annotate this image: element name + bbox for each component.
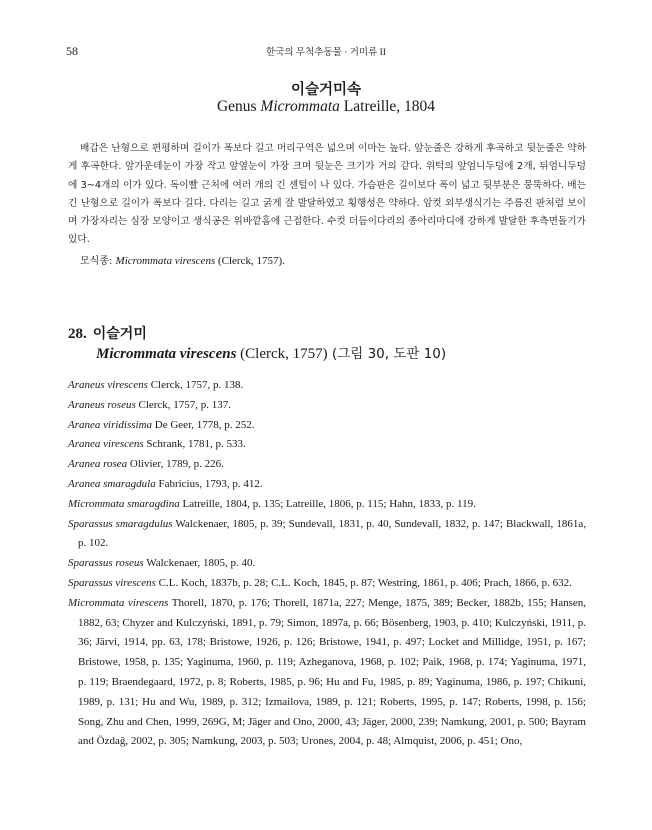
synonym-entry	[68, 554, 586, 574]
synonym-citation: Thorell, 1870, p. 176; Thorell, 1871a, 227; Menge, 1875, 389; Becker, 1882b, 155; Hansen, 1882, 63; Chyzer and Kulczyński, 1891, p. 79; Simon, 1897a, p. 66; Bösenberg, 1903, p. 410; Kulczyński, 1911, p. 36; Järvi, 1914, pp. 63, 178; Bristowe, 1926, p. 126; Bristowe, 1941, p. 497; Locket and Millidge, 1951, p. 167; Bristowe, 1958, p. 135; Yaginuma, 1960, p. 119; Azheganova, 1968, p. 102; Paik, 1968, p. 174; Yaginuma, 1971, p. 119; Braendegaard, 1972, p. 8; Roberts, 1985, p. 96; Hu and Fu, 1985, p. 89; Yaginuma, 1986, p. 197; Chikuni, 1989, p. 131; Hu and Wu, 1989, p. 312; Izmailova, 1989, p. 121; Roberts, 1995, p. 147; Roberts, 1998, p. 156; Song, Zhu and Chen, 1999, 269G, M; Jäger and Ono, 2000, 43; Jäger, 2000, 239; Namkung, 2001, p. 500; Bayram and Özdağ, 2002, p. 305; Namkung, 2003, p. 503; Urones, 2004, p. 48; Almquist, 2006, p. 451; Ono,	[78, 596, 586, 748]
genus-name: Micrommata	[260, 98, 340, 115]
genus-author: Latreille, 1804	[339, 98, 436, 115]
synonym-entry	[68, 396, 586, 416]
synonym-citation: Latreille, 1804, p. 135; Latreille, 1806, p. 115; Hahn, 1833, p. 119.	[179, 497, 476, 510]
synonym-name: Aranea viridissima	[68, 418, 153, 431]
synonym-entry	[68, 455, 586, 475]
synonym-citation: Walckenaer, 1805, p. 40.	[143, 557, 256, 570]
synonym-name: Micrommata smaragdina	[68, 497, 180, 510]
synonym-entry	[68, 594, 586, 752]
type-species-label: 모식종:	[80, 256, 116, 267]
synonym-citation: Clerck, 1757, p. 137.	[135, 398, 232, 411]
species-figure-ref: (그림 30, 도판 10)	[327, 346, 447, 362]
synonym-entry	[68, 495, 586, 515]
synonym-citation: Walckenaer, 1805, p. 39; Sundevall, 1831, p. 40, Sundevall, 1832, p. 147; Blackwall, 1861a, p. 102.	[78, 517, 586, 550]
synonym-name: Aranea smaragdula	[68, 477, 156, 490]
synonym-name: Araneus roseus	[68, 398, 136, 411]
synonym-entry	[68, 515, 586, 555]
species-number: 28.	[68, 326, 87, 342]
synonymy-list	[68, 376, 586, 752]
genus-prefix: Genus	[216, 98, 261, 115]
running-head: 한국의 무척추동물 · 거미류 II	[266, 48, 386, 58]
synonym-citation: C.L. Koch, 1837b, p. 28; C.L. Koch, 1845, p. 87; Westring, 1861, p. 406; Prach, 1866, p. 632.	[155, 576, 572, 589]
synonym-name: Aranea virescens	[68, 438, 144, 451]
synonym-name: Araneus virescens	[68, 379, 148, 391]
synonym-name: Sparassus roseus	[68, 557, 144, 570]
synonym-citation: Fabricius, 1793, p. 412.	[155, 477, 263, 490]
genus-description: 배갑은 난형으로 편평하며 길이가 폭보다 길고 머리구역은 넓으며 이마는 높다. 앞눈줄은 강하게 후곡하고 뒷눈줄은 약하게 후곡한다. 앞가운데눈이 가장 작고 앞옆눈이 가장 크며 뒷눈은 크기가 거의 같다. 위턱의 앞엄니두덩에 2개, 뒤엄니두덩에 3~4개의 이가 있다. 독이빨 근처에 여러 개의 긴 센털이 나 있다. 가슴판은 길이보다 폭이 넓고 뒷부분은 뭉뚝하다. 배는 긴 난형으로 길이가 폭보다 길다. 다리는 길고 굵게 잘 발달하였고 횡행성은 약하다. 암컷 외부생식기는 주름진 판처럼 보이며 가장자리는 심장 모양이고 생식공은 위바깥홈에 근접한다. 수컷 더듬이다리의 종아리마디에 강하게 발달한 후측면돌기가 있다.	[68, 143, 586, 246]
synonym-entry	[68, 435, 586, 455]
species-heading	[68, 323, 147, 343]
type-species-name: Micrommata virescens	[115, 255, 216, 267]
synonym-citation: Olivier, 1789, p. 226.	[127, 458, 224, 471]
species-scientific-name: Micrommata virescens	[96, 346, 237, 362]
synonym-citation: Schrank, 1781, p. 533.	[143, 438, 246, 451]
synonym-name: Sparassus virescens	[68, 576, 156, 589]
page-number: 58	[66, 44, 78, 58]
synonym-citation: Clerck, 1757, p. 138.	[147, 379, 244, 391]
type-species	[80, 252, 285, 267]
synonym-name: Aranea rosea	[68, 458, 128, 471]
synonym-name: Micrommata virescens	[68, 596, 169, 609]
synonym-entry	[68, 416, 586, 436]
species-name-korean: 이슬거미	[92, 326, 147, 342]
genus-title-latin	[0, 98, 652, 116]
synonym-name: Sparassus smaragdulus	[68, 517, 173, 530]
synonym-entry	[68, 376, 586, 396]
synonym-entry	[68, 574, 586, 594]
genus-title-korean: 이슬거미속	[290, 82, 362, 98]
species-binomial	[96, 342, 446, 363]
species-author: (Clerck, 1757)	[236, 346, 328, 362]
synonym-entry	[68, 475, 586, 495]
type-species-author: (Clerck, 1757).	[215, 255, 285, 267]
synonym-citation: De Geer, 1778, p. 252.	[152, 418, 255, 431]
